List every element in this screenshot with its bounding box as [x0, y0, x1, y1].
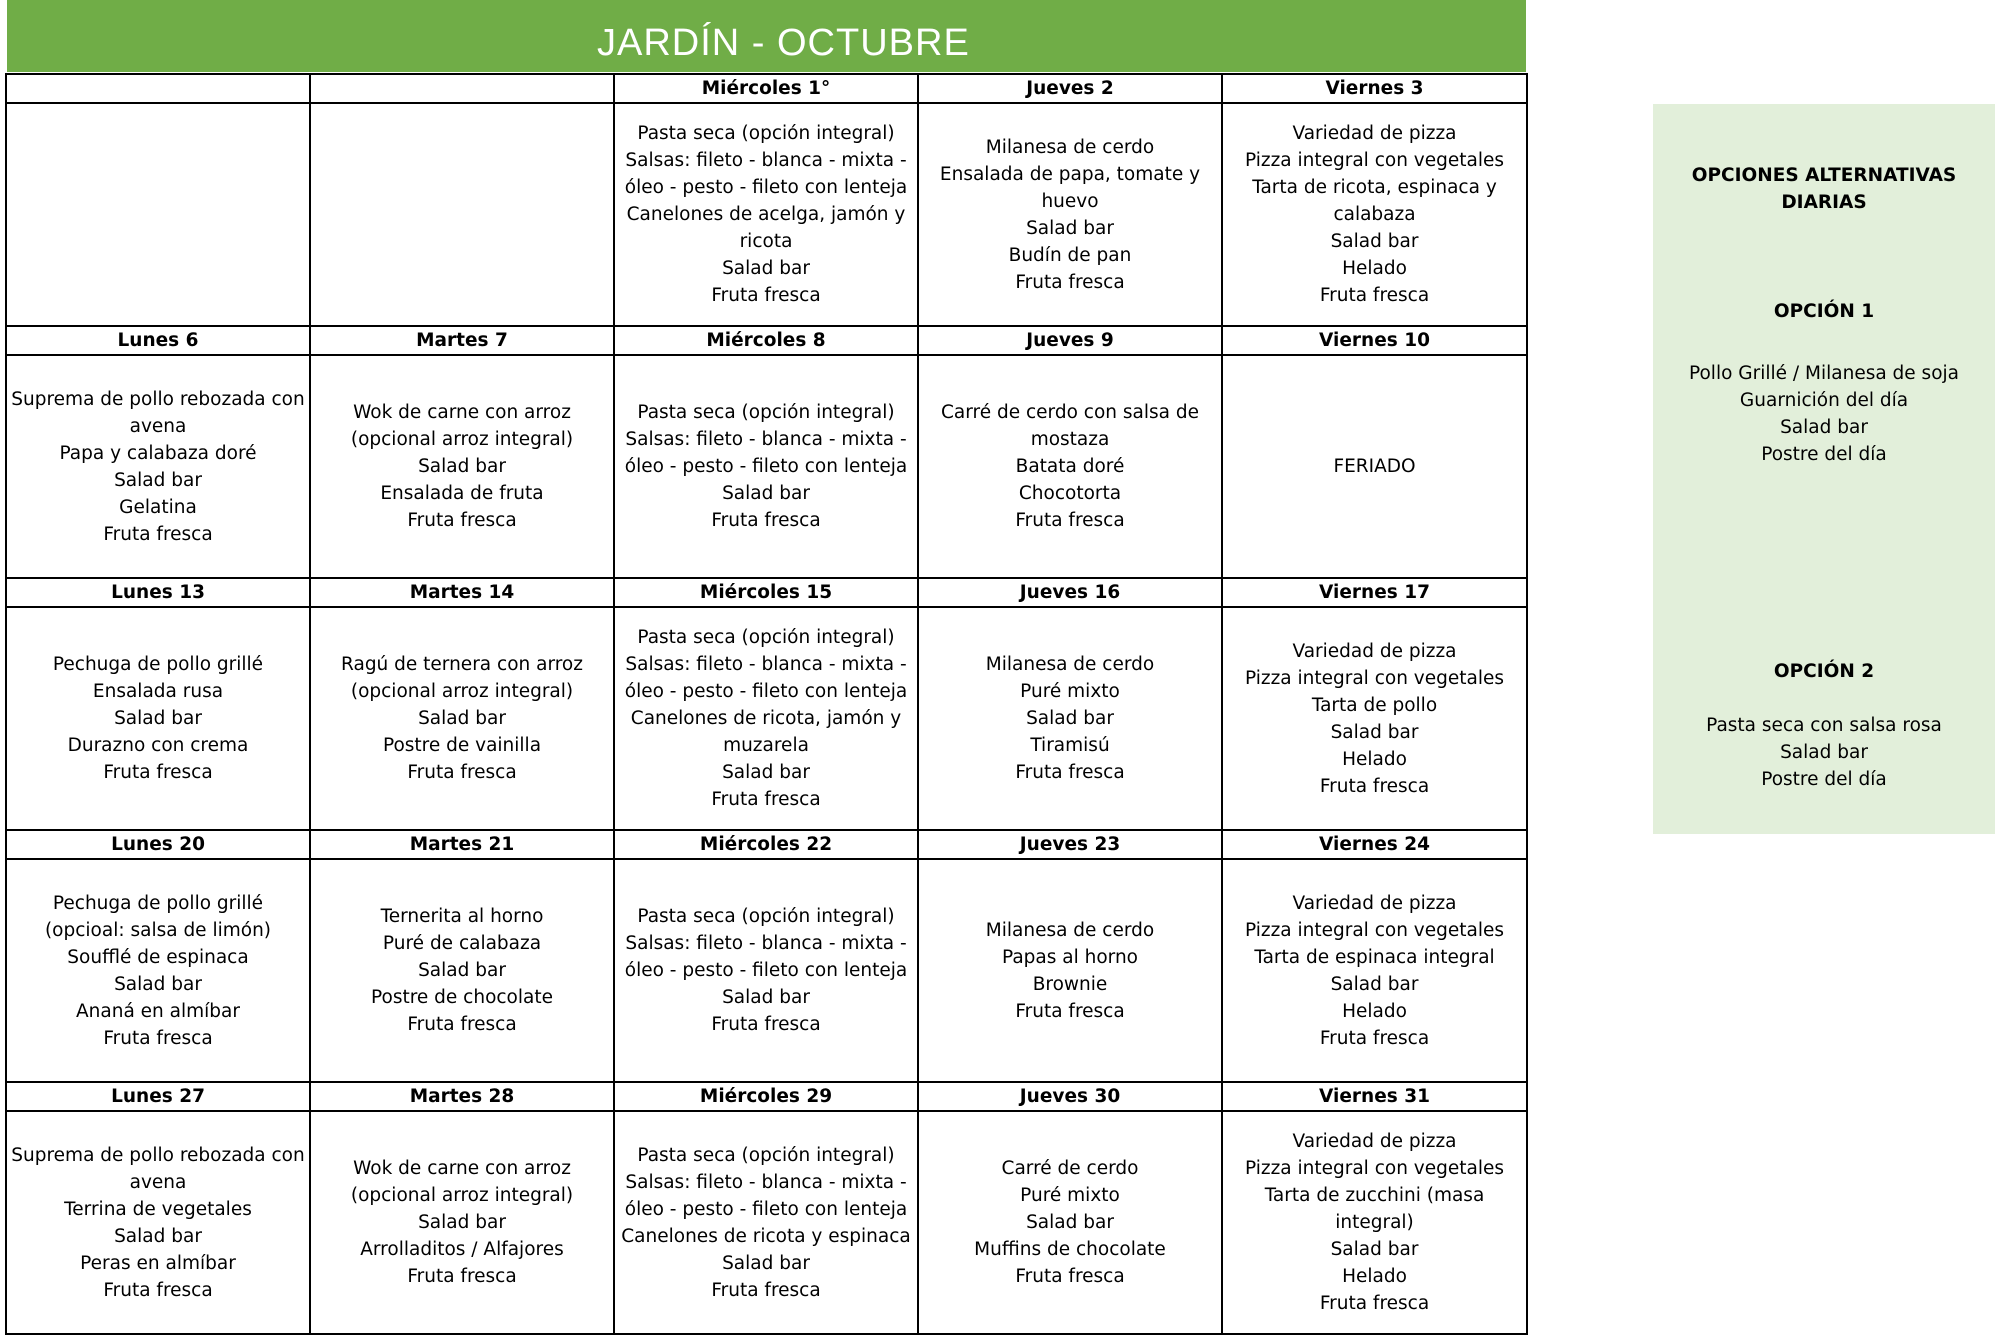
menu-item: Wok de carne con arroz (opcional arroz integral) [350, 1158, 574, 1206]
menu-item: Canelones de acelga, jamón y ricota [626, 204, 906, 252]
menu-item: Carré de cerdo con salsa de mostaza [941, 402, 1199, 450]
menu-item: Gelatina [119, 496, 197, 518]
week-header-row [6, 830, 1527, 859]
menu-item: Budín de pan [1008, 244, 1132, 266]
menu-item: FERIADO [1333, 456, 1416, 477]
menu-item: Fruta fresca [711, 285, 821, 306]
option-1-item: Postre del día [1761, 444, 1887, 465]
day-menu-cell [1222, 1111, 1527, 1334]
menu-item: Wok de carne con arroz (opcional arroz integral) [350, 402, 574, 450]
week-menu-row [6, 355, 1527, 578]
day-menu-cell [1222, 103, 1527, 326]
day-header: Martes 28 [310, 1082, 614, 1111]
menu-item: Fruta fresca [103, 1279, 213, 1301]
menu-item: Fruta fresca [1319, 775, 1430, 797]
menu-item: Salsas: fileto - blanca - mixta - óleo - pesto - fileto con lenteja [624, 150, 908, 198]
menu-item: Puré mixto [1020, 1185, 1120, 1206]
day-menu-cell [310, 355, 614, 578]
day-menu-cell [918, 607, 1222, 830]
day-menu-cell [6, 103, 310, 326]
menu-item: Pechuga de pollo grillé [52, 654, 264, 675]
day-header: Jueves 9 [918, 326, 1222, 355]
menu-item: Variedad de pizza [1292, 892, 1457, 914]
week-header-row [6, 326, 1527, 355]
day-header: Jueves 30 [918, 1082, 1222, 1111]
day-header: Miércoles 8 [614, 326, 918, 355]
menu-item: Pasta seca (opción integral) [637, 1144, 895, 1166]
menu-item: Carré de cerdo [1001, 1158, 1139, 1179]
day-menu-cell [6, 1111, 310, 1334]
menu-item: Fruta fresca [1319, 1293, 1430, 1314]
menu-item: Salad bar [1330, 721, 1419, 743]
menu-item: Canelones de ricota, jamón y muzarela [630, 708, 902, 756]
menu-item: Papa y calabaza doré [59, 442, 257, 464]
day-header: Viernes 31 [1222, 1082, 1527, 1111]
menu-item: Milanesa de cerdo [985, 136, 1155, 158]
menu-item: Salad bar [722, 987, 810, 1008]
menu-item: Canelones de ricota y espinaca [621, 1225, 911, 1247]
option-2-title: OPCIÓN 2 [1773, 661, 1875, 682]
day-header: Lunes 20 [6, 830, 310, 859]
option-1-title: OPCIÓN 1 [1773, 301, 1875, 322]
week-header-row [6, 1082, 1527, 1111]
menu-item: Puré de calabaza [382, 933, 542, 954]
menu-item: Salsas: fileto - blanca - mixta - óleo - pesto - fileto con lenteja [624, 933, 908, 981]
menu-item: Helado [1342, 748, 1407, 770]
menu-item: Salad bar [114, 469, 202, 491]
menu-item: Fruta fresca [1015, 1266, 1125, 1287]
menu-item: Salad bar [1330, 973, 1419, 995]
menu-item: Ensalada de fruta [380, 483, 544, 504]
menu-item: Salad bar [1026, 708, 1114, 729]
alternatives-title: OPCIONES ALTERNATIVAS DIARIAS [1691, 165, 1957, 213]
page-title: JARDÍN - OCTUBRE [597, 22, 970, 64]
menu-item: Fruta fresca [711, 1014, 821, 1035]
menu-item: Pasta seca (opción integral) [637, 123, 895, 144]
menu-item: Fruta fresca [711, 1279, 821, 1301]
day-header: Martes 14 [310, 578, 614, 607]
week-menu-row [6, 1111, 1527, 1334]
menu-item: Ananá en almíbar [76, 1000, 240, 1022]
menu-item: Papas al horno [1002, 946, 1138, 968]
day-menu-cell [918, 103, 1222, 326]
menu-item: Batata doré [1015, 456, 1125, 477]
option-2-item: Pasta seca con salsa rosa [1706, 715, 1942, 736]
menu-item: Postre de vainilla [382, 735, 542, 756]
menu-item: Fruta fresca [103, 523, 213, 545]
menu-item: Salsas: fileto - blanca - mixta - óleo - pesto - fileto con lenteja [624, 654, 908, 702]
menu-item: Fruta fresca [711, 789, 821, 810]
menu-item: Helado [1342, 1266, 1407, 1287]
day-menu-cell [918, 355, 1222, 578]
menu-item: Salad bar [418, 456, 506, 477]
menu-item: Fruta fresca [407, 762, 517, 783]
menu-item: Salad bar [114, 708, 202, 729]
menu-item: Ensalada de papa, tomate y huevo [939, 163, 1201, 212]
menu-item: Postre de chocolate [371, 987, 553, 1008]
day-menu-cell [310, 859, 614, 1082]
menu-item: Tiramisú [1030, 735, 1110, 756]
menu-item: Milanesa de cerdo [985, 919, 1155, 941]
menu-item: Fruta fresca [103, 1027, 213, 1049]
menu-item: Salsas: fileto - blanca - mixta - óleo - pesto - fileto con lenteja [624, 429, 908, 477]
week-menu-row [6, 103, 1527, 326]
menu-item: Ternerita al horno [380, 906, 544, 927]
day-header [6, 74, 310, 103]
menu-item: Helado [1342, 1000, 1407, 1022]
menu-item: Fruta fresca [1319, 285, 1430, 306]
option-1-item: Guarnición del día [1739, 390, 1909, 411]
menu-item: Salad bar [722, 762, 810, 783]
day-menu-cell [614, 103, 918, 326]
day-header [310, 74, 614, 103]
day-menu-cell [918, 1111, 1222, 1334]
menu-item: Ragú de ternera con arroz (opcional arroz integral) [341, 654, 583, 702]
day-header: Miércoles 29 [614, 1082, 918, 1111]
menu-item: Fruta fresca [1015, 762, 1125, 783]
menu-item: Salad bar [114, 1225, 202, 1247]
menu-item: Fruta fresca [407, 1266, 517, 1287]
menu-table [5, 73, 1528, 1335]
day-menu-cell [310, 1111, 614, 1334]
menu-item: Salad bar [1026, 1212, 1114, 1233]
menu-item: Fruta fresca [1015, 510, 1125, 531]
title-banner [7, 0, 1526, 72]
menu-item: Salad bar [722, 483, 810, 504]
menu-item: Pechuga de pollo grillé (opcioal: salsa de limón) [44, 892, 272, 941]
menu-item: Variedad de pizza [1292, 123, 1457, 144]
day-header: Viernes 3 [1222, 74, 1527, 103]
menu-item: Tarta de ricota, espinaca y calabaza [1252, 177, 1497, 225]
option-1-items [1653, 360, 1995, 468]
menu-item: Suprema de pollo rebozada con avena [11, 1144, 305, 1193]
day-menu-cell [310, 607, 614, 830]
menu-item: Salad bar [418, 1212, 506, 1233]
menu-item: Puré mixto [1020, 681, 1120, 702]
day-header: Jueves 23 [918, 830, 1222, 859]
day-menu-cell [918, 859, 1222, 1082]
menu-item: Fruta fresca [1015, 271, 1125, 293]
day-header: Miércoles 1° [614, 74, 918, 103]
menu-item: Fruta fresca [103, 762, 213, 783]
menu-item: Salad bar [1330, 231, 1419, 252]
menu-item: Salad bar [722, 1252, 810, 1274]
menu-item: Salad bar [114, 973, 202, 995]
day-header: Lunes 27 [6, 1082, 310, 1111]
menu-item: Durazno con crema [67, 735, 249, 756]
week-header-row [6, 74, 1527, 103]
day-header: Lunes 13 [6, 578, 310, 607]
day-menu-cell [614, 1111, 918, 1334]
day-header: Miércoles 22 [614, 830, 918, 859]
menu-item: Salad bar [722, 258, 810, 279]
menu-item: Tarta de zucchini (masa integral) [1264, 1185, 1485, 1233]
day-menu-cell [1222, 859, 1527, 1082]
menu-item: Pasta seca (opción integral) [637, 627, 895, 648]
day-header: Martes 21 [310, 830, 614, 859]
menu-item: Tarta de pollo [1311, 694, 1438, 716]
menu-item: Fruta fresca [407, 510, 517, 531]
menu-item: Pizza integral con vegetales [1244, 1158, 1505, 1179]
day-header: Viernes 24 [1222, 830, 1527, 859]
menu-item: Tarta de espinaca integral [1254, 946, 1495, 968]
menu-item: Brownie [1032, 973, 1108, 995]
day-menu-cell [6, 607, 310, 830]
menu-item: Peras en almíbar [80, 1252, 236, 1274]
menu-item: Variedad de pizza [1292, 640, 1457, 662]
menu-item: Soufflé de espinaca [67, 946, 249, 968]
day-menu-cell [6, 859, 310, 1082]
week-menu-row [6, 859, 1527, 1082]
week-header-row [6, 578, 1527, 607]
menu-item: Arrolladitos / Alfajores [360, 1239, 564, 1260]
menu-item: Pizza integral con vegetales [1244, 150, 1505, 171]
menu-item: Pizza integral con vegetales [1244, 919, 1505, 941]
day-header: Martes 7 [310, 326, 614, 355]
menu-item: Milanesa de cerdo [985, 654, 1155, 675]
day-header: Viernes 17 [1222, 578, 1527, 607]
day-header: Miércoles 15 [614, 578, 918, 607]
day-menu-cell [6, 355, 310, 578]
menu-item: Fruta fresca [1015, 1000, 1125, 1022]
menu-item: Terrina de vegetales [64, 1198, 252, 1220]
menu-item: Salad bar [1330, 1239, 1419, 1260]
menu-item: Fruta fresca [711, 510, 821, 531]
day-header: Lunes 6 [6, 326, 310, 355]
menu-item: Ensalada rusa [92, 681, 224, 702]
week-menu-row [6, 607, 1527, 830]
menu-item: Pizza integral con vegetales [1244, 667, 1505, 689]
day-menu-cell [614, 355, 918, 578]
menu-item: Variedad de pizza [1292, 1131, 1457, 1152]
day-menu-cell [614, 859, 918, 1082]
option-2-items [1653, 712, 1995, 793]
menu-item: Fruta fresca [1319, 1027, 1430, 1049]
menu-item: Muffins de chocolate [974, 1239, 1166, 1260]
menu-item: Fruta fresca [407, 1014, 517, 1035]
day-header: Viernes 10 [1222, 326, 1527, 355]
menu-item: Salad bar [1026, 217, 1114, 239]
option-2-item: Postre del día [1761, 769, 1887, 790]
day-menu-cell [310, 103, 614, 326]
option-1-item: Pollo Grillé / Milanesa de soja [1688, 363, 1959, 384]
menu-item: Helado [1342, 258, 1407, 279]
day-menu-cell [1222, 607, 1527, 830]
menu-item: Salad bar [418, 960, 506, 981]
day-header: Jueves 2 [918, 74, 1222, 103]
menu-item: Pasta seca (opción integral) [637, 402, 895, 423]
day-header: Jueves 16 [918, 578, 1222, 607]
menu-item: Pasta seca (opción integral) [637, 906, 895, 927]
alternatives-panel [1653, 104, 1995, 834]
day-menu-cell [1222, 355, 1527, 578]
menu-item: Salsas: fileto - blanca - mixta - óleo - pesto - fileto con lenteja [624, 1171, 908, 1220]
day-menu-cell [614, 607, 918, 830]
option-1-item: Salad bar [1780, 417, 1868, 438]
option-2-item: Salad bar [1780, 742, 1868, 763]
menu-item: Salad bar [418, 708, 506, 729]
menu-item: Chocotorta [1018, 483, 1122, 504]
menu-item: Suprema de pollo rebozada con avena [11, 388, 305, 437]
